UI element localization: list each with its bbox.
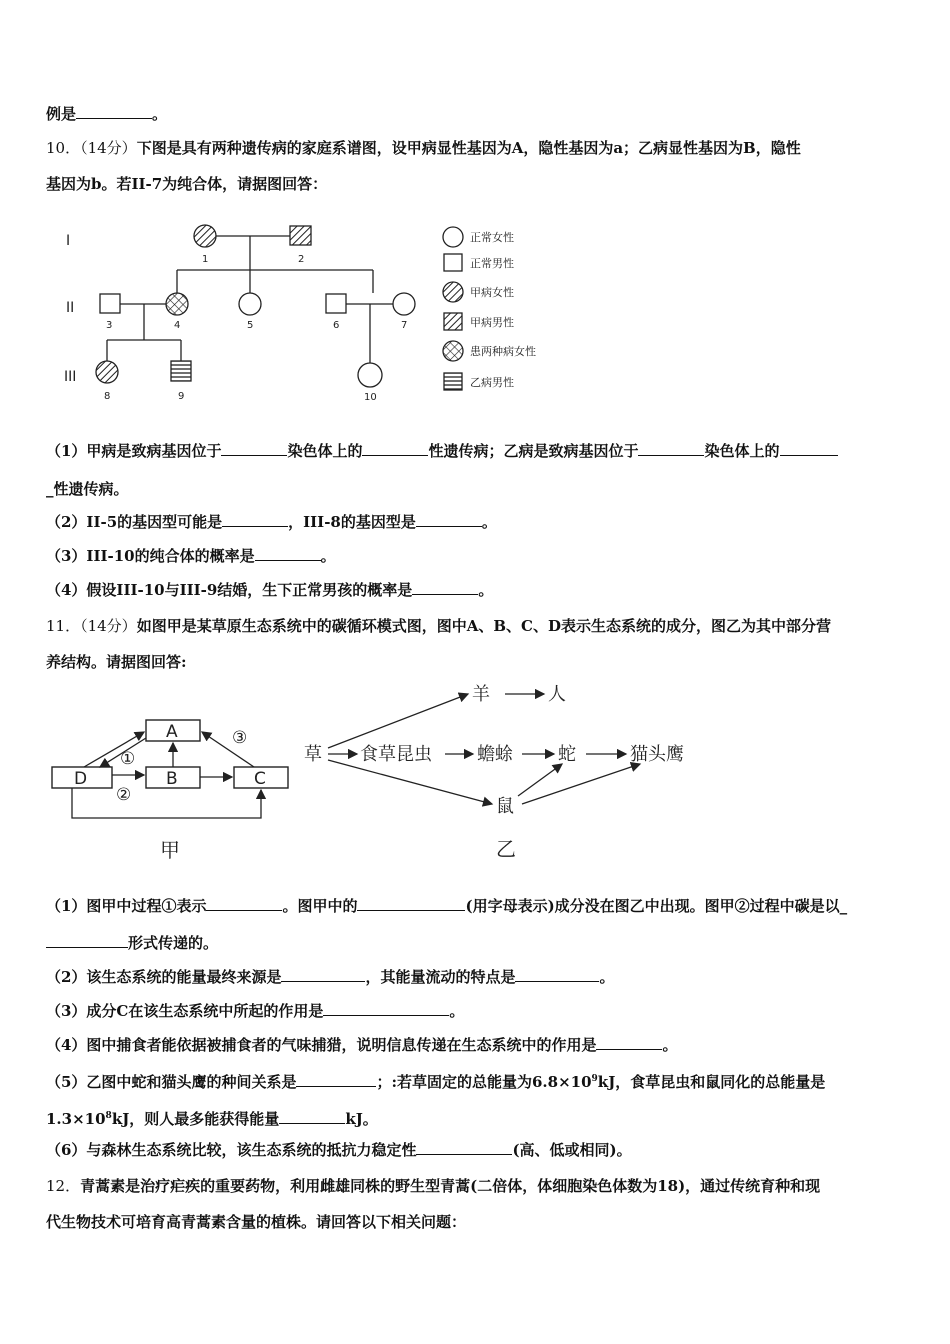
id-label: 1 (202, 254, 209, 265)
generation-label: II (66, 300, 75, 316)
answer-blank[interactable] (46, 933, 128, 948)
id-label: 7 (401, 320, 408, 331)
legend-a-female-icon (443, 282, 463, 302)
q10-part1-line-2: _性遗传病。 (46, 480, 129, 498)
food-web-diagram (300, 676, 720, 866)
node-c-label: C (254, 769, 266, 789)
answer-blank[interactable] (638, 441, 704, 456)
q10-intro-line-2: 基因为b。若II-7为纯合体，请据图回答： (46, 175, 328, 193)
individual-8 (96, 361, 118, 383)
node-toad: 蟾蜍 (477, 744, 513, 765)
q11-part1-line-1: （1）图甲中过程①表示 。图甲中的 (用字母表示)成分没在图乙中出现。图甲②过程中碳是以_ (46, 897, 848, 915)
q11-intro-line-2: 养结构。请据图回答: (46, 653, 187, 671)
answer-blank[interactable] (281, 967, 365, 982)
q11-part5-line-2: $1.3\times 10^8kJ$，则人最多能获得能量 kJ。 (46, 1110, 378, 1128)
answer-blank[interactable] (206, 896, 282, 911)
answer-blank[interactable] (222, 512, 288, 527)
legend-normal-female-icon (443, 227, 463, 247)
answer-blank[interactable] (221, 441, 287, 456)
node-grass: 草 (304, 744, 322, 765)
q10-part1-line-1: （1）甲病是致病基因位于 染色体上的 性遗传病；乙病是致病基因位于 染色体上的 (46, 441, 906, 461)
node-mouse: 鼠 (496, 796, 514, 817)
id-label: 3 (106, 320, 113, 331)
figure-caption-jia: 甲 (160, 838, 180, 862)
id-label: 8 (104, 391, 111, 402)
legend-label: 甲病男性 (470, 316, 514, 329)
q10-part3: （3）III-10的纯合体的概率是 。 (46, 547, 336, 565)
legend-both-female-icon (443, 341, 463, 361)
node-b-label: B (166, 769, 178, 789)
legend-label: 正常男性 (470, 257, 514, 270)
q11-part6: （6）与森林生态系统比较，该生态系统的抵抗力稳定性 (高、低或相同)。 (46, 1141, 632, 1159)
answer-blank[interactable] (76, 104, 152, 119)
generation-label: III (64, 369, 77, 385)
individual-2 (290, 226, 311, 245)
id-label: 9 (178, 391, 185, 402)
q10-part2: （2）II-5的基因型可能是 ，III-8的基因型是 。 (46, 513, 497, 531)
individual-9 (171, 361, 191, 381)
generation-label: I (66, 233, 71, 249)
individual-3 (100, 294, 120, 313)
id-label: 4 (174, 320, 181, 331)
node-sheep: 羊 (472, 684, 490, 705)
legend-b-male-icon (444, 373, 462, 390)
q10-intro-line-1: 10．（14分）下图是具有两种遗传病的家庭系谱图，设甲病显性基因为A，隐性基因为a；乙病显性基因为B，隐性 (46, 139, 801, 157)
individual-6 (326, 294, 346, 313)
process-1-label: ① (120, 749, 136, 769)
answer-blank[interactable] (596, 1035, 662, 1050)
node-a-label: A (166, 722, 178, 742)
answer-blank[interactable] (416, 1140, 512, 1155)
individual-1 (194, 225, 216, 247)
answer-blank[interactable] (416, 512, 482, 527)
carbon-cycle-diagram (44, 712, 304, 867)
individual-5 (239, 293, 261, 315)
answer-blank[interactable] (362, 441, 428, 456)
answer-blank[interactable] (323, 1001, 449, 1016)
answer-blank[interactable] (412, 580, 478, 595)
legend-label: 乙病男性 (470, 376, 514, 389)
q12-intro-line-2: 代生物技术可培育高青蒿素含量的植株。请回答以下相关问题： (46, 1213, 467, 1231)
legend-a-male-icon (444, 313, 462, 330)
answer-blank[interactable] (255, 546, 321, 561)
q10-part4: （4）假设III-10与III-9结婚，生下正常男孩的概率是 。 (46, 581, 494, 599)
process-3-label: ③ (232, 728, 248, 748)
q11-part4: （4）图中捕食者能依据被捕食者的气味捕猎，说明信息传递在生态系统中的作用是 。 (46, 1036, 678, 1054)
legend-label: 正常女性 (470, 231, 514, 244)
q11-part1-line-2: 形式传递的。 (46, 933, 906, 953)
q11-part2: （2）该生态系统的能量最终来源是 ，其能量流动的特点是 。 (46, 968, 615, 986)
figure-caption-yi: 乙 (496, 837, 516, 861)
id-label: 5 (247, 320, 254, 331)
answer-blank[interactable] (357, 896, 465, 911)
node-owl: 猫头鹰 (630, 744, 684, 765)
node-d-label: D (74, 769, 88, 789)
legend-normal-male-icon (444, 254, 462, 271)
individual-4 (166, 293, 188, 315)
legend-label: 甲病女性 (470, 286, 514, 299)
individual-7 (393, 293, 415, 315)
id-label: 6 (333, 320, 340, 331)
node-human: 人 (548, 684, 566, 705)
pedigree-chart (60, 215, 580, 410)
id-label: 10 (364, 392, 377, 403)
legend-label: 患两种病女性 (470, 345, 536, 358)
node-snake: 蛇 (558, 744, 576, 765)
individual-10 (358, 363, 382, 387)
node-insect: 食草昆虫 (360, 744, 432, 765)
q12-intro-line-1: 12．青蒿素是治疗疟疾的重要药物，利用雌雄同株的野生型青蒿(二倍体，体细胞染色体数为18)，通过传统育种和现 (46, 1177, 821, 1195)
answer-blank[interactable] (296, 1072, 376, 1087)
answer-blank[interactable] (780, 441, 838, 456)
process-2-label: ② (116, 785, 132, 805)
q11-part3: （3）成分C在该生态系统中所起的作用是 。 (46, 1002, 465, 1020)
id-label: 2 (298, 254, 305, 265)
answer-blank[interactable] (279, 1109, 345, 1124)
text-line-prev-answer: 例是 。 (46, 105, 168, 123)
q11-part5-line-1: （5）乙图中蛇和猫头鹰的种间关系是 ；:若草固定的总能量为$6.8\times 10^9kJ$，食草昆虫和鼠同化的总能量是 (46, 1073, 826, 1091)
q11-intro-line-1: 11．（14分）如图甲是某草原生态系统中的碳循环模式图，图中A、B、C、D表示生态系统的成分，图乙为其中部分营 (46, 617, 831, 635)
answer-blank[interactable] (515, 967, 599, 982)
